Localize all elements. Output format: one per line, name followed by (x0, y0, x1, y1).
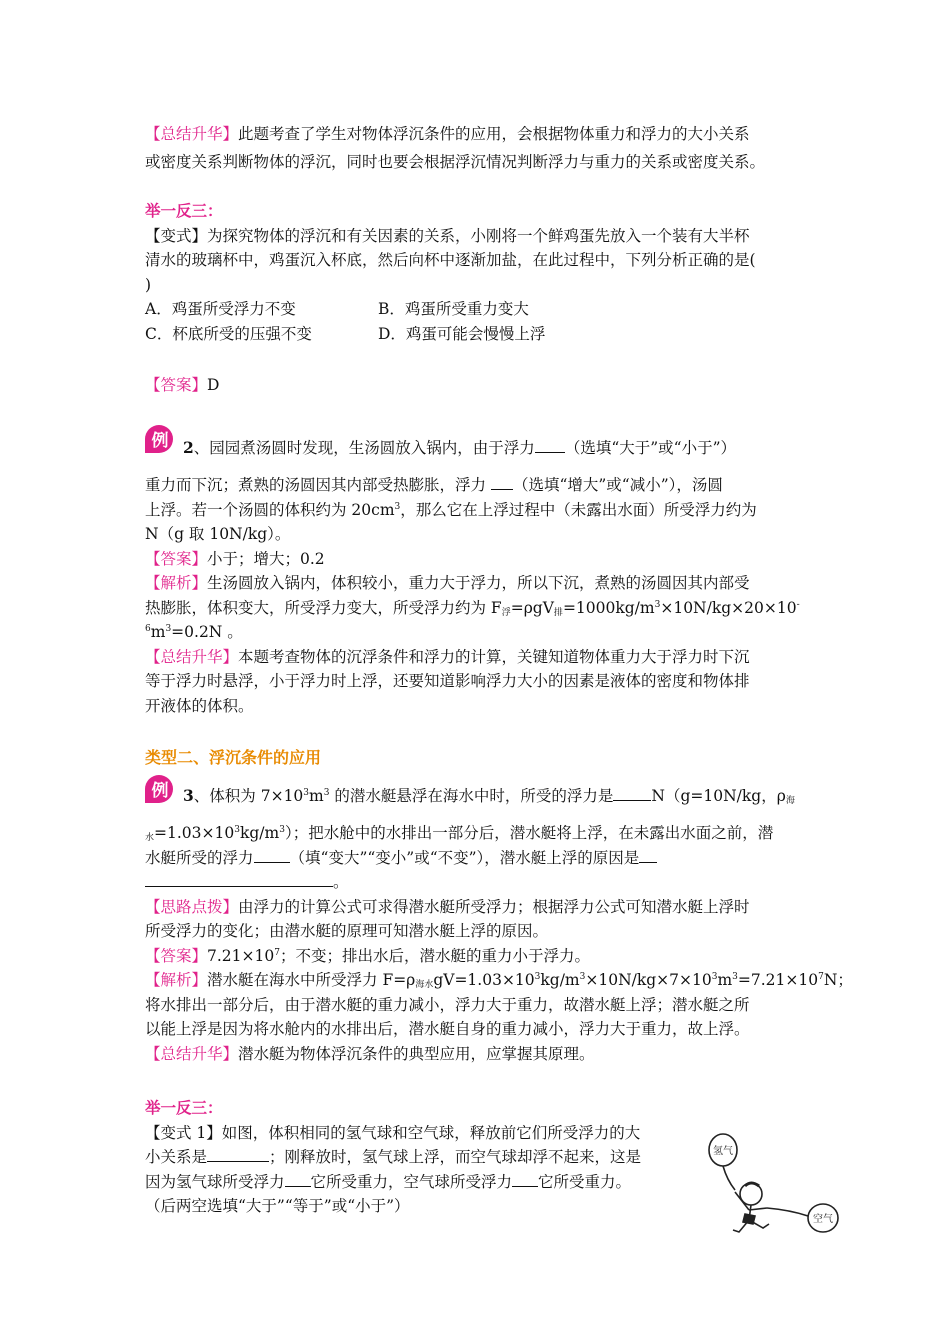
question-text: （后两空选填“大于”“等于”或“小于”） (145, 1197, 410, 1215)
question-number: 2 (183, 438, 194, 457)
question-text: N（g 取 10N/kg）。 (145, 525, 291, 543)
summary-text: 此题考查了学生对物体浮沉条件的应用，会根据物体重力和浮力的大小关系 (238, 125, 750, 143)
analysis-text: =1000kg/m (562, 598, 655, 617)
blank (512, 1170, 538, 1187)
superscript: 3 (279, 824, 285, 835)
superscript: 6 (145, 623, 151, 634)
example2-first-line (183, 436, 810, 461)
analysis-tag: 【解析】 (145, 574, 208, 592)
answer-tag: 【答案】 (145, 946, 208, 965)
summary-text: 等于浮力时悬浮，小于浮力时上浮，还要知道影响浮力大小的因素是液体的密度和物体排 (145, 672, 750, 690)
subscript: 浮 (501, 607, 511, 618)
practice-block-1 (145, 199, 810, 346)
superscript: 3 (165, 623, 172, 634)
hint-tag: 【思路点拨】 (145, 897, 239, 916)
option-b: B．鸡蛋所受重力变大 (378, 300, 529, 318)
example-badge-icon (142, 422, 176, 456)
answer-tag: 【答案】 (145, 376, 208, 394)
answer-text: ；不变；排出水后，潜水艇的重力小于浮力。 (279, 946, 590, 965)
summary-text: 潜水艇为物体浮沉条件的典型应用，应掌握其原理。 (238, 1044, 595, 1063)
answer-tag: 【答案】 (145, 549, 208, 568)
question-text: 它所受重力。 (538, 1172, 632, 1191)
analysis-text: =ρgV (510, 598, 554, 617)
options-row (145, 297, 810, 322)
analysis-text: kg/m (540, 971, 580, 989)
superscript: 3 (732, 971, 738, 982)
summary-block-1 (145, 122, 810, 174)
analysis-text: m (150, 623, 166, 641)
analysis-text: 热膨胀，体积变大，所受浮力变大，所受浮力约为 F (145, 598, 502, 617)
analysis-tag: 【解析】 (145, 971, 208, 989)
blank (535, 437, 565, 454)
question-text: （选填“增大”或“减小”），汤圆 (512, 476, 723, 494)
question-text: 。 (333, 873, 349, 891)
superscript: 3 (303, 787, 310, 798)
example3-block (145, 821, 853, 1066)
blank (285, 1170, 311, 1187)
analysis-text: 以能上浮是因为将水舱内的水排出后，潜水艇自身的重力减小，浮力大于重力，故上浮。 (145, 1020, 750, 1038)
question-text: 清水的玻璃杯中，鸡蛋沉入杯底，然后向杯中逐渐加盐，在此过程中，下列分析正确的是( (145, 251, 756, 269)
summary-text: 本题考查物体的沉浮条件和浮力的计算，关键知道物体重力大于浮力时下沉 (238, 647, 750, 666)
summary-text: 开液体的体积。 (145, 696, 254, 715)
superscript: 3 (711, 971, 718, 982)
practice-block-2 (145, 1096, 705, 1219)
question-text: 、园园煮汤圆时发现，生汤圆放入锅内，由于浮力 (193, 439, 535, 457)
analysis-text: ×10N/kg×7×10 (585, 971, 712, 989)
hint-text: 由浮力的计算公式可求得潜水艇所受浮力；根据浮力公式可知潜水艇上浮时 (238, 897, 750, 916)
superscript: - (796, 599, 800, 610)
question-text: kg/m (239, 824, 280, 842)
badge-label: 例 (151, 781, 169, 801)
analysis-text: 生汤圆放入锅内，体积较小，重力大于浮力，所以下沉，煮熟的汤圆因其内部受 (207, 574, 750, 592)
analysis-text: 潜水艇在海水中所受浮力 F=ρ (207, 971, 416, 989)
analysis-text: ×10N/kg×20×10 (660, 598, 797, 617)
practice-heading: 举一反三： (145, 1098, 223, 1117)
question-text: N（g=10N/kg，ρ (651, 787, 786, 805)
question-text: 它所受重力，空气球所受浮力 (310, 1172, 513, 1191)
answer-text: 小于；增大；0.2 (207, 549, 325, 568)
question-text: =1.03×10 (154, 824, 235, 842)
question-text: 的潜水艇悬浮在海水中时，所受的浮力是 (329, 787, 614, 805)
question-text: 水艇所受的浮力 (145, 848, 254, 867)
option-a: A．鸡蛋所受浮力不变 (145, 300, 296, 318)
superscript: 7 (818, 971, 824, 982)
analysis-text: =0.2N 。 (171, 623, 243, 641)
question-text: ) (145, 275, 152, 294)
blank (207, 1146, 269, 1163)
blank (145, 871, 333, 888)
question-text: （填“变大”“变小”或“不变”），潜水艇上浮的原因是 (289, 848, 640, 867)
question-text: ；刚释放时，氢气球上浮，而空气球却浮不起来，这是 (269, 1148, 642, 1166)
example-badge-icon (142, 772, 176, 806)
subscript: 排 (553, 607, 563, 618)
air-balloon-label: 空气 (813, 1214, 833, 1225)
question-text: m (309, 787, 324, 805)
superscript: 3 (234, 824, 240, 835)
question-text: ）；把水舱中的水排出一部分后，潜水艇将上浮，在未露出水面之前，潜 (284, 824, 774, 842)
options-row (145, 322, 810, 347)
superscript: 3 (534, 971, 541, 982)
variant-tag: 【变式 1】 (145, 1123, 222, 1142)
summary-tag: 【总结升华】 (145, 1044, 239, 1063)
question-text: 因为氢气球所受浮力 (145, 1172, 285, 1191)
analysis-text: 将水排出一部分后，由于潜水艇的重力减小，浮力大于重力，故潜水艇上浮；潜水艇之所 (145, 995, 750, 1014)
blank (639, 846, 657, 863)
option-c: C．杯底所受的压强不变 (145, 324, 312, 343)
badge-label: 例 (151, 431, 169, 451)
analysis-text: m (717, 971, 733, 989)
example3-first-line (183, 784, 810, 809)
question-text: 上浮。若一个汤圆的体积约为 20cm (145, 500, 395, 519)
practice-heading: 举一反三： (145, 201, 223, 220)
subscript: 海水 (415, 980, 434, 990)
question-text: （选填“大于”或“小于”） (564, 439, 737, 457)
hint-text: 所受浮力的变化；由潜水艇的原理可知潜水艇上浮的原因。 (145, 922, 549, 940)
analysis-text: gV=1.03×10 (433, 971, 535, 989)
question-text: 重力而下沉；煮熟的汤圆因其内部受热膨胀，浮力 (145, 476, 491, 494)
balloon-illustration (705, 1128, 847, 1238)
superscript: 3 (654, 599, 661, 610)
blank (491, 474, 513, 491)
superscript: 3 (394, 501, 401, 512)
blank (613, 785, 651, 802)
question-text: ，那么它在上浮过程中（未露出水面）所受浮力约为 (400, 500, 757, 519)
question-text: 为探究物体的浮沉和有关因素的关系，小刚将一个鲜鸡蛋先放入一个装有大半杯 (207, 226, 750, 245)
analysis-text: N； (823, 971, 853, 989)
answer-text: 7.21×10 (207, 946, 275, 965)
question-text: 如图，体积相同的氢气球和空气球，释放前它们所受浮力的大 (221, 1123, 641, 1142)
question-text: 、体积为 7×10 (193, 787, 304, 805)
section-heading: 类型二、浮沉条件的应用 (145, 748, 322, 767)
analysis-text: =7.21×10 (737, 971, 819, 989)
variant-tag: 【变式】 (145, 226, 208, 245)
subscript: 海 (785, 796, 795, 806)
question-number: 3 (183, 786, 194, 805)
subscript: 水 (145, 833, 155, 843)
summary-text: 或密度关系判断物体的浮沉，同时也要会根据浮沉情况判断浮力与重力的关系或密度关系。 (145, 152, 766, 171)
summary-tag: 【总结升华】 (145, 647, 239, 666)
blank (254, 846, 290, 863)
superscript: 3 (323, 787, 330, 798)
answer-block-1 (145, 373, 810, 398)
superscript: 7 (274, 947, 280, 958)
question-text: 小关系是 (145, 1148, 208, 1166)
answer-text: D (207, 376, 220, 394)
superscript: 3 (579, 971, 586, 982)
option-d: D．鸡蛋可能会慢慢上浮 (378, 324, 546, 343)
summary-tag: 【总结升华】 (145, 125, 239, 143)
hydrogen-balloon-label: 氢气 (713, 1146, 733, 1157)
section-heading-block (145, 746, 810, 771)
example2-block (145, 473, 810, 718)
